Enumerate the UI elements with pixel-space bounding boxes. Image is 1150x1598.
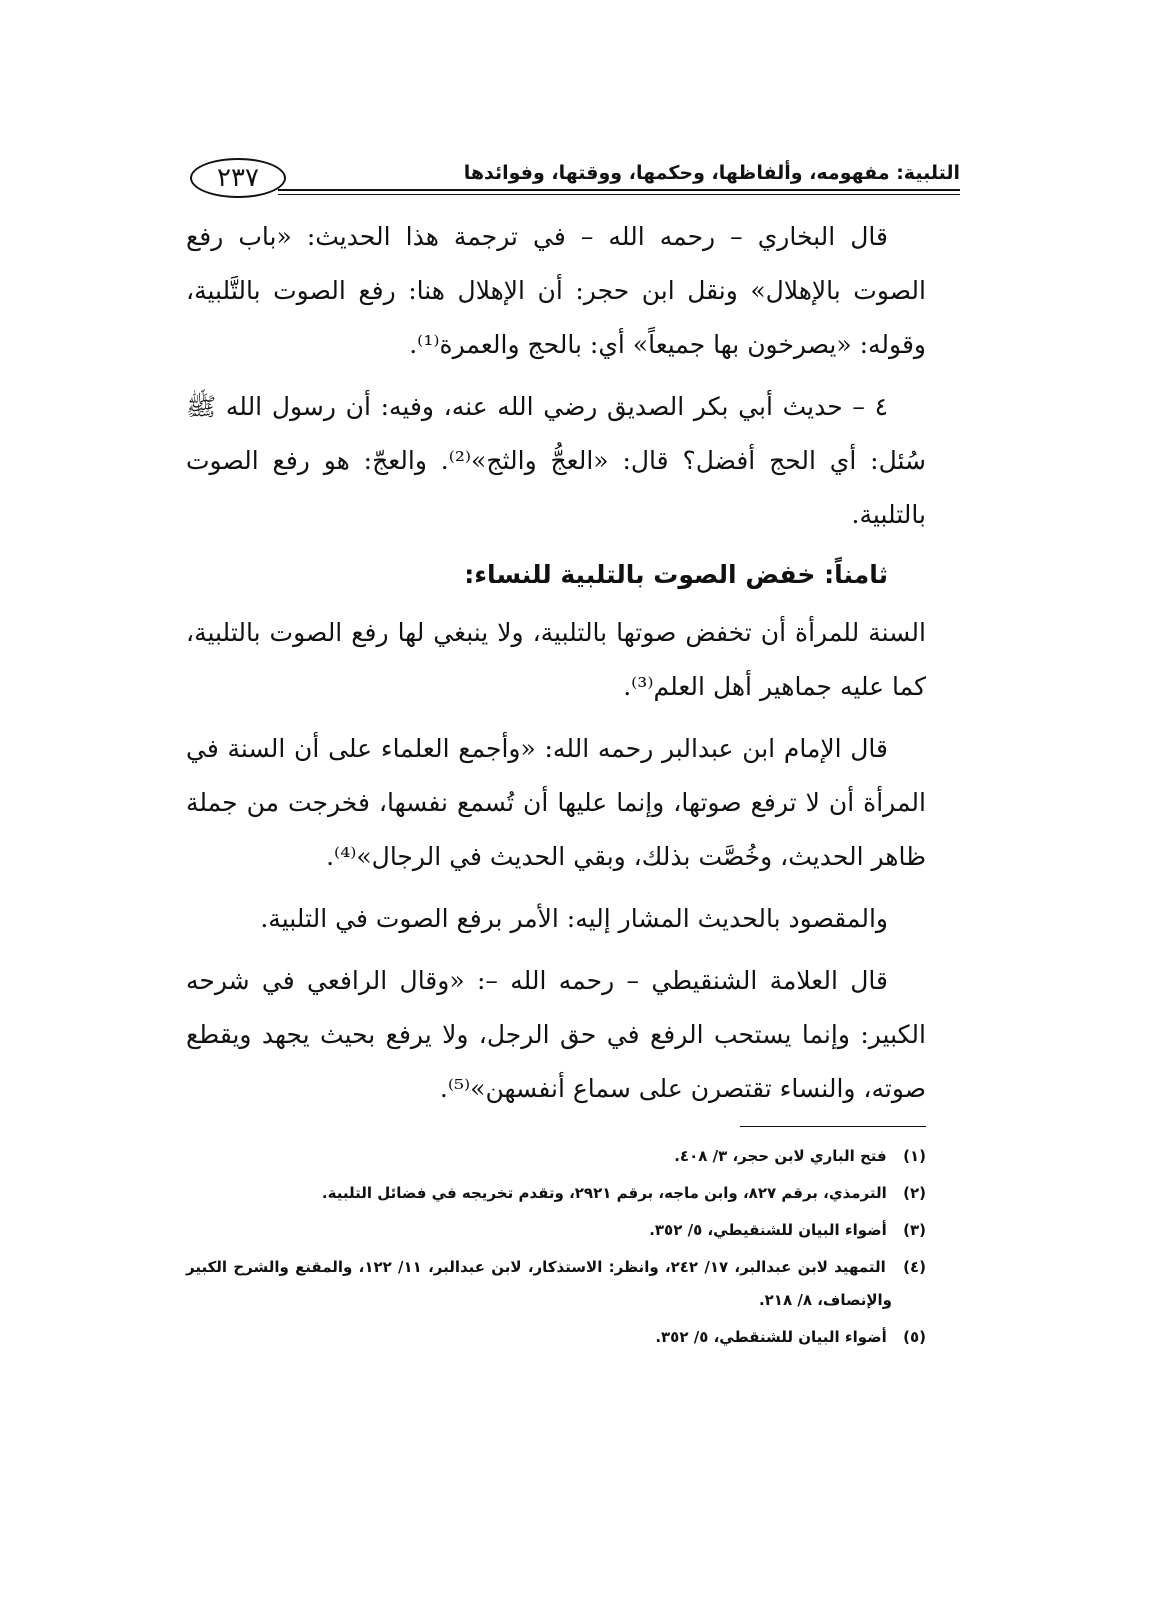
paragraph-3: السنة للمرأة أن تخفض صوتها بالتلبية، ولا ينبغي لها رفع الصوت بالتلبية، كما عليه جماهير أهل العلم⁽³⁾.: [186, 618, 926, 701]
section-heading: ثامناً: خفض الصوت بالتلبية للنساء:: [464, 560, 888, 589]
body-text: [186, 210, 926, 1124]
footnote-number: (٢): [903, 1184, 926, 1202]
footnote: [186, 1251, 926, 1317]
footnote-text: أضواء البيان للشنقيطي، ٥/ ٣٥٢.: [649, 1221, 887, 1239]
page-header: [190, 152, 960, 204]
header-rule: [278, 189, 960, 191]
footnote-text: التمهيد لابن عبدالبر، ١٧/ ٢٤٢، وانظر: الاستذكار، لابن عبدالبر، ١١/ ١٢٢، والمقنع والشرح الكبير والإنصاف، ٨/ ٢١٨.: [186, 1258, 892, 1309]
footnote: [186, 1214, 926, 1247]
footnote: [186, 1177, 926, 1210]
footnote: [186, 1140, 926, 1173]
header-rule-thin: [278, 194, 960, 195]
footnote-number: (٤): [903, 1258, 927, 1276]
page-number: ٢٣٧: [190, 158, 286, 198]
footnote-number: (٣): [903, 1221, 926, 1239]
paragraph-4: قال الإمام ابن عبدالبر رحمه الله: «وأجمع العلماء على أن السنة في المرأة أن لا ترفع صوتها، وإنما عليها أن تُسمع نفسها، فخرجت من جملة ظاهر الحديث، وخُصَّت بذلك، وبقي الحديث في الرجال»⁽⁴⁾.: [186, 734, 926, 871]
footnote-number: (١): [903, 1147, 926, 1165]
footnote-separator: [740, 1126, 926, 1127]
footnote-number: (٥): [903, 1328, 926, 1346]
paragraph-5: والمقصود بالحديث المشار إليه: الأمر برفع الصوت في التلبية.: [260, 904, 888, 933]
running-title: التلبية: مفهومه، وألفاظها، وحكمها، ووقتها، وفوائدها: [463, 162, 960, 184]
footnote-text: الترمذي، برقم ٨٢٧، وابن ماجه، برقم ٢٩٢١، وتقدم تخريجه في فضائل التلبية.: [321, 1184, 887, 1202]
paragraph-2: ٤ – حديث أبي بكر الصديق رضي الله عنه، وفيه: أن رسول الله ﷺ سُئل: أي الحج أفضل؟ قال: «العجُّ والثج»⁽²⁾. والعجّ: هو رفع الصوت بالتلبية.: [186, 392, 926, 529]
paragraph-6: قال العلامة الشنقيطي – رحمه الله –: «وقال الرافعي في شرحه الكبير: وإنما يستحب الرفع في حق الرجل، ولا يرفع بحيث يجهد ويقطع صوته، والنساء تقتصرن على سماع أنفسهن»⁽⁵⁾.: [186, 966, 926, 1103]
footnote-text: أضواء البيان للشنقطي، ٥/ ٣٥٢.: [655, 1328, 887, 1346]
paragraph-1: قال البخاري – رحمه الله – في ترجمة هذا الحديث: «باب رفع الصوت بالإهلال» ونقل ابن حجر: أن الإهلال هنا: رفع الصوت بالتَّلبية، وقوله: «يصرخون بها جميعاً» أي: بالحج والعمرة⁽¹⁾.: [186, 222, 926, 359]
footnote-text: فتح الباري لابن حجر، ٣/ ٤٠٨.: [674, 1147, 887, 1165]
footnotes: [186, 1140, 926, 1358]
footnote: [186, 1321, 926, 1354]
